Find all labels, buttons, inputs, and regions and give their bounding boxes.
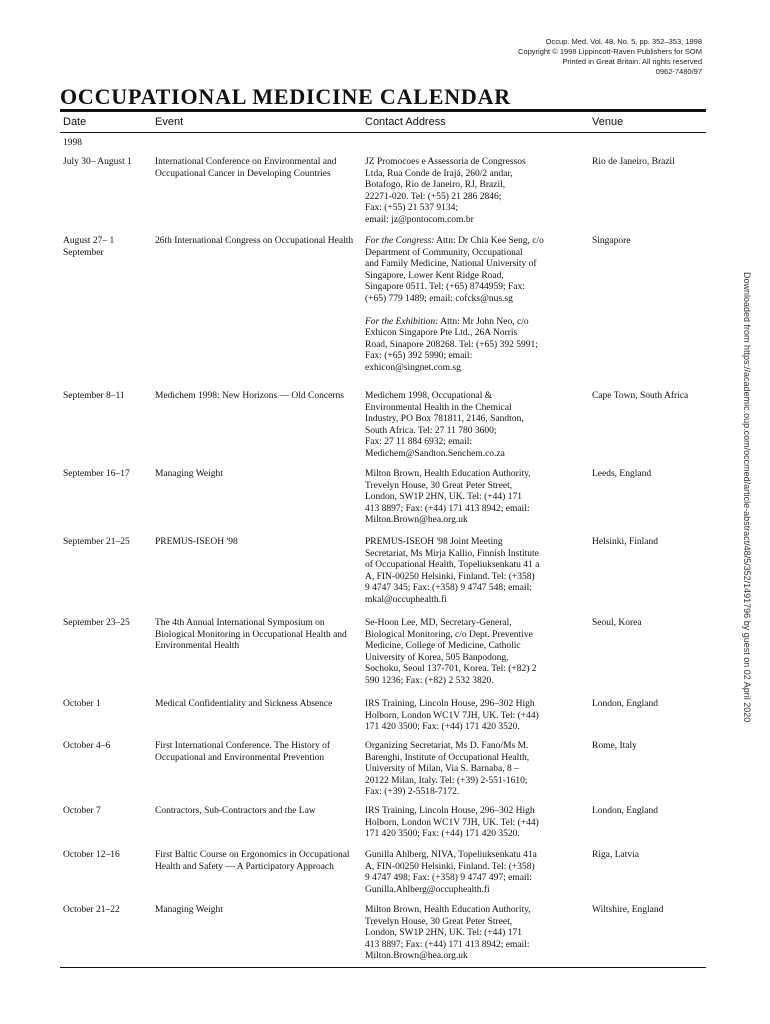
event-date: October 7 (63, 806, 101, 816)
table-row (0, 537, 770, 618)
contact-address (365, 905, 587, 963)
event-venue: London, England (592, 699, 658, 709)
table-row (0, 236, 770, 391)
event-venue: Rio de Janeiro, Brazil (592, 157, 675, 167)
event-date: September 8–11 (63, 391, 125, 401)
table-row (0, 850, 770, 905)
event-name: Contractors, Sub-Contractors and the Law (155, 806, 316, 816)
event-venue: London, England (592, 806, 658, 816)
event-name: Managing Weight (155, 469, 223, 479)
table-row (0, 157, 770, 236)
contact-address (365, 806, 587, 841)
column-header-venue: Venue (592, 116, 624, 128)
event-name: Medichem 1998: New Horizons — Old Concerns (155, 391, 344, 401)
contact-address (365, 469, 587, 527)
contact-address (365, 157, 587, 227)
contact-address (365, 699, 587, 734)
bottom-rule (60, 967, 706, 968)
event-date: July 30– August 1 (63, 157, 132, 167)
page-title: OCCUPATIONAL MEDICINE CALENDAR (60, 84, 511, 109)
event-date: September 16–17 (63, 469, 130, 479)
publication-info (402, 37, 702, 77)
contact-text: Medichem 1998, Occupational & Environmental Health in the Chemical Industry, PO Box 781811, 2146, Sandton, South Africa. Tel: 27 11 780 3600; Fax: 27 11 884 6932; email: Medichem@Sandton.Senchem.co.za (365, 391, 524, 459)
contact-text: Se-Hoon Lee, MD, Secretary-General, Biological Monitoring, c/o Dept. Preventive Medicine, College of Medicine, Catholic University of Korea, 505 Banpodong, Sochoku, Seoul 137-701, Korea. Tel: (+82) 2 590 1236; Fax: (+82) 2 532 3820. (365, 618, 537, 686)
contact-details: Attn: Dr Chia Kee Seng, c/o Department of Community, Occupational and Family Medicine, National University of Singapore, Lower Kent Ridge Road, Singapore 0511. Tel: (+65) 8744959; Fax: (+65) 779 1489; email: cofcks@nus.sg (365, 236, 544, 304)
contact-address (365, 850, 587, 896)
event-date: September 21–25 (63, 537, 130, 547)
contact-address (365, 236, 587, 375)
event-venue: Singapore (592, 236, 631, 246)
contact-text: PREMUS-ISEOH '98 Joint Meeting Secretariat, Ms Mirja Kallio, Finnish Institute of Occupational Health, Topeliuksenkatu 41 a A, FIN-00250 Helsinki, Finland. Tel: (+358) 9 4747 345; Fax: (+358) 9 4747 548; email: mkal@occuphealth.fi (365, 537, 540, 605)
event-date: October 1 (63, 699, 101, 709)
event-date: August 27– 1 September (63, 236, 115, 258)
event-date: October 12–16 (63, 850, 120, 860)
contact-text: Gunilla Ahlberg, NIVA, Topeliuksenkatu 41a A, FIN-00250 Helsinki, Finland. Tel: (+358) 9 4747 498; Fax: (+358) 9 4747 497; email: Gunilla.Ahlberg@occuphealth.fi (365, 850, 537, 895)
event-date: September 23–25 (63, 618, 130, 628)
event-name: 26th International Congress on Occupational Health (155, 236, 354, 246)
event-name: Managing Weight (155, 905, 223, 915)
issn-line: 0962-7480/97 (655, 67, 702, 76)
table-row (0, 905, 770, 965)
column-header-date: Date (63, 116, 87, 128)
header-rule (60, 132, 706, 133)
contact-text: Milton Brown, Health Education Authority, Trevelyn House, 30 Great Peter Street, London, SW1P 2HN, UK. Tel: (+44) 171 413 8897; Fax: (+44) 171 413 8942; email: Milton.Brown@hea.org.uk (365, 905, 531, 962)
event-venue: Cape Town, South Africa (592, 391, 689, 401)
table-row (0, 699, 770, 741)
contact-text: Organizing Secretariat, Ms D. Fano/Ms M. Barenghi, Institute of Occupational Health, University of Milan, Via S. Barnaba, 8 – 20122 Milan, Italy. Tel: (+39) 2-551-1610; Fax: (+39) 2-5518-7172. (365, 741, 530, 798)
download-watermark (742, 272, 754, 752)
event-venue: Wiltshire, England (592, 905, 664, 915)
event-date: October 4–6 (63, 741, 111, 751)
event-venue: Leeds, England (592, 469, 652, 479)
contact-text: Milton Brown, Health Education Authority, Trevelyn House, 30 Great Peter Street, London, SW1P 2HN, UK. Tel: (+44) 171 413 8897; Fax: (+44) 171 413 8942; email: Milton.Brown@hea.org.uk (365, 469, 531, 526)
contact-address (365, 741, 587, 799)
contact-label: For the Exhibition: (365, 316, 439, 327)
title-rule (60, 109, 706, 112)
contact-address (365, 537, 587, 607)
event-name: The 4th Annual International Symposium on Biological Monitoring in Occupational Health and Environmental Health (155, 618, 347, 652)
event-venue: Riga, Latvia (592, 850, 639, 860)
copyright-line: Copyright © 1998 Lippincott-Raven Publishers for SOM (518, 47, 702, 56)
year-label: 1998 (63, 138, 82, 148)
contact-text: JZ Promocoes e Assessoria de Congressos Ltda, Rua Conde de Irajá, 260/2 andar, Botafogo, Rio de Janeiro, RJ, Brazil, 22271-020. Tel: (+55) 21 286 2846; Fax: (+55) 21 537 9134; email: jz@pontocom.com.br (365, 157, 526, 225)
contact-address (365, 391, 587, 461)
calendar-table (0, 157, 770, 965)
contact-text (365, 317, 587, 375)
contact-label: For the Congress: (365, 236, 435, 246)
journal-citation: Occup. Med. Vol. 48, No. 5, pp. 352–353, 1998 (545, 37, 702, 46)
event-name: First Baltic Course on Ergonomics in Occupational Health and Safety — A Participatory Approach (155, 850, 350, 872)
printed-line: Printed in Great Britain. All rights reserved (562, 57, 702, 66)
table-row (0, 391, 770, 469)
contact-text: IRS Training, Lincoln House, 296–302 High Holborn, London WC1V 7JH, UK. Tel: (+44) 171 420 3500; Fax: (+44) 171 420 3520. (365, 699, 539, 733)
contact-details: Attn: Mr John Neo, c/o Exhicon Singapore Pte Ltd., 26A Norris Road, Sinapore 208268. Tel: (+65) 392 5991; Fax: (+65) 392 5990; email: exhicon@singnet.com.sg (365, 316, 538, 373)
download-notice: Downloaded from https://academic.oup.com/occmed/article-abstract/48/5/352/1491796 by guest on 02 April 2020 (742, 272, 752, 723)
event-venue: Rome, Italy (592, 741, 637, 751)
column-header-event: Event (155, 116, 184, 128)
contact-text (365, 236, 587, 306)
event-name: First International Conference. The History of Occupational and Environmental Prevention (155, 741, 330, 763)
event-name: International Conference on Environmental and Occupational Cancer in Developing Countries (155, 157, 337, 179)
table-row (0, 469, 770, 537)
column-header-contact: Contact Address (365, 116, 446, 128)
event-venue: Helsinki, Finland (592, 537, 658, 547)
contact-address (365, 618, 587, 688)
event-venue: Seoul, Korea (592, 618, 642, 628)
event-name: Medical Confidentiality and Sickness Absence (155, 699, 333, 709)
contact-text: IRS Training, Lincoln House, 296–302 High Holborn, London WC1V 7JH, UK. Tel: (+44) 171 420 3500; Fax: (+44) 171 420 3520. (365, 806, 539, 840)
event-name: PREMUS-ISEOH '98 (155, 537, 238, 547)
table-row (0, 618, 770, 699)
event-date: October 21–22 (63, 905, 120, 915)
table-row (0, 806, 770, 850)
table-row (0, 741, 770, 806)
